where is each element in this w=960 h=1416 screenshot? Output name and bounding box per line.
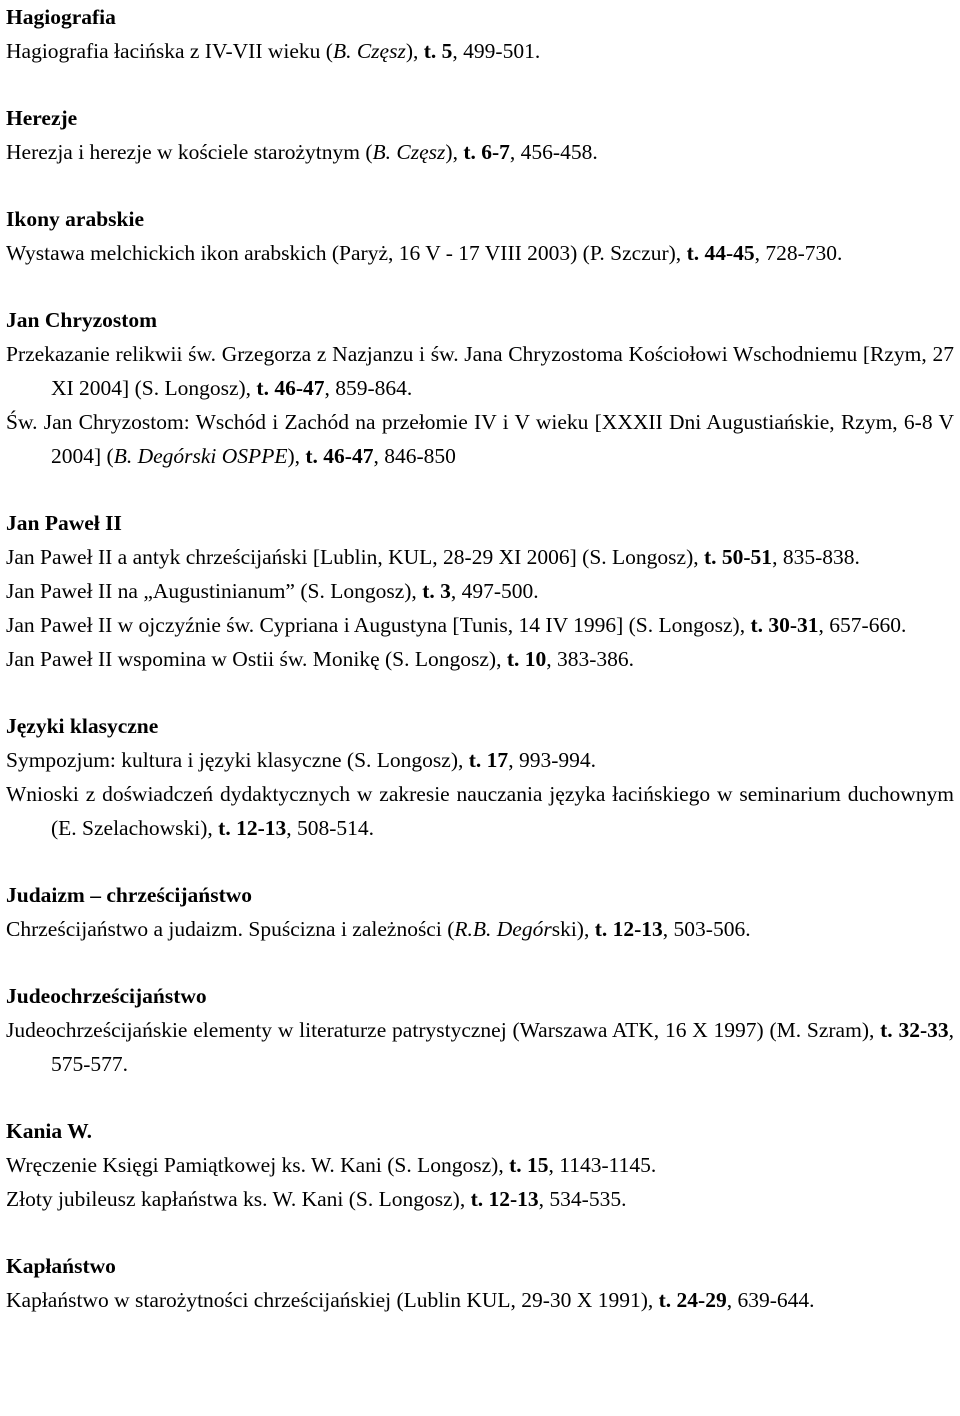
- index-entry: [6, 1148, 954, 1182]
- entry-text: , 846-850: [373, 444, 456, 468]
- index-entry: [6, 1013, 954, 1081]
- entry-text: , 499-501.: [452, 39, 541, 63]
- index-entry: [6, 34, 954, 68]
- entry-text: , 503-506.: [662, 917, 751, 941]
- volume-number: t. 32-33: [880, 1018, 949, 1042]
- section-heading: Judeochrześcijaństwo: [6, 984, 207, 1008]
- author-name: R.B. Degór: [454, 917, 552, 941]
- index-entry: [6, 337, 954, 405]
- entry-text: ski),: [551, 917, 595, 941]
- entry-text: , 497-500.: [450, 579, 539, 603]
- entry-text: Złoty jubileusz kapłaństwa ks. W. Kani (S. Longosz),: [6, 1187, 471, 1211]
- entry-text: , 1143-1145.: [548, 1153, 657, 1177]
- entry-text: , 859-864.: [324, 376, 413, 400]
- volume-number: t. 30-31: [750, 613, 819, 637]
- index-entry: [6, 642, 954, 676]
- volume-number: t. 50-51: [703, 545, 773, 569]
- index-section: [6, 709, 954, 845]
- index-entry: [6, 1283, 954, 1317]
- volume-number: t. 24-29: [658, 1288, 727, 1312]
- section-heading: Judaizm – chrześcijaństwo: [6, 883, 253, 907]
- index-section: [6, 878, 954, 946]
- index-entry: [6, 1182, 954, 1216]
- volume-number: t. 15: [509, 1153, 549, 1177]
- index-entry: [6, 777, 954, 845]
- entry-text: , 835-838.: [772, 545, 860, 569]
- entry-text: Wystawa melchickich ikon arabskich (Paryż, 16 V - 17 VIII 2003) (P. Szczur),: [6, 241, 687, 265]
- entry-text: Hagiografia łacińska z IV-VII wieku (: [6, 39, 333, 63]
- section-heading: Hagiografia: [6, 5, 116, 29]
- entry-text: Jan Paweł II w ojczyźnie św. Cypriana i Augustyna [Tunis, 14 IV 1996] (S. Longosz),: [6, 613, 751, 637]
- entry-text: Chrześcijaństwo a judaizm. Spuścizna i zależności (: [6, 917, 455, 941]
- index-section: [6, 979, 954, 1081]
- index-entry: [6, 743, 954, 777]
- entry-text: , 456-458.: [509, 140, 598, 164]
- index-entry: [6, 405, 954, 473]
- index-section: [6, 1114, 954, 1216]
- entry-text: Sympozjum: kultura i języki klasyczne (S. Longosz),: [6, 748, 469, 772]
- entry-text: , 508-514.: [286, 816, 375, 840]
- entry-text: Wnioski z doświadczeń dydaktycznych w zakresie nauczania języka łacińskiego w seminarium duchownym (E. Szelachowski),: [6, 782, 954, 840]
- section-heading: Ikony arabskie: [6, 207, 144, 231]
- index-entry: [6, 540, 954, 574]
- entry-text: , 575-577.: [51, 1018, 954, 1076]
- section-heading: Kapłaństwo: [6, 1254, 116, 1278]
- index-entry: [6, 236, 954, 270]
- entry-text: , 534-535.: [538, 1187, 627, 1211]
- volume-number: t. 10: [506, 647, 547, 671]
- entry-text: ),: [287, 444, 306, 468]
- author-name: B. Degórski OSPPE: [113, 444, 288, 468]
- entry-text: Jan Paweł II na „Augustinianum” (S. Longosz),: [6, 579, 423, 603]
- entry-text: Przekazanie relikwii św. Grzegorza z Nazjanzu i św. Jana Chryzostoma Kościołowi Wschodniemu [Rzym, 27 XI 2004] (S. Longosz),: [6, 342, 954, 400]
- index-entry: [6, 574, 954, 608]
- index-section: [6, 101, 954, 169]
- volume-number: t. 12-13: [594, 917, 663, 941]
- index-section: [6, 303, 954, 473]
- index-section: [6, 0, 954, 68]
- volume-number: t. 17: [468, 748, 509, 772]
- section-heading: Jan Chryzostom: [6, 308, 158, 332]
- entry-text: , 383-386.: [546, 647, 635, 671]
- entry-text: , 728-730.: [754, 241, 843, 265]
- volume-number: t. 46-47: [256, 376, 325, 400]
- entry-text: Herezja i herezje w kościele starożytnym (: [6, 140, 373, 164]
- section-heading: Kania W.: [6, 1119, 93, 1143]
- entry-text: Jan Paweł II a antyk chrześcijański [Lublin, KUL, 28-29 XI 2006] (S. Longosz),: [6, 545, 704, 569]
- index-section: [6, 1249, 954, 1317]
- entry-text: , 639-644.: [726, 1288, 815, 1312]
- volume-number: t. 12-13: [470, 1187, 539, 1211]
- entry-text: Wręczenie Księgi Pamiątkowej ks. W. Kani (S. Longosz),: [6, 1153, 510, 1177]
- volume-number: t. 44-45: [686, 241, 755, 265]
- section-heading: Języki klasyczne: [6, 714, 159, 738]
- entry-text: Jan Paweł II wspomina w Ostii św. Monikę (S. Longosz),: [6, 647, 507, 671]
- volume-number: t. 3: [422, 579, 451, 603]
- entry-text: , 657-660.: [818, 613, 907, 637]
- volume-number: t. 46-47: [305, 444, 374, 468]
- entry-text: ),: [405, 39, 424, 63]
- section-heading: Herezje: [6, 106, 78, 130]
- entry-text: ),: [445, 140, 464, 164]
- index-entry: [6, 608, 954, 642]
- volume-number: t. 12-13: [218, 816, 287, 840]
- index-section: [6, 506, 954, 676]
- volume-number: t. 6-7: [463, 140, 510, 164]
- index-entry: [6, 135, 954, 169]
- author-name: B. Częsz: [372, 140, 446, 164]
- entry-text: Judeochrześcijańskie elementy w literaturze patrystycznej (Warszawa ATK, 16 X 1997) (M. Szram),: [6, 1018, 881, 1042]
- index-section: [6, 202, 954, 270]
- author-name: B. Częsz: [332, 39, 406, 63]
- section-heading: Jan Paweł II: [6, 511, 122, 535]
- entry-text: Św. Jan Chryzostom: Wschód i Zachód na przełomie IV i V wieku [XXXII Dni Augustiańskie, Rzym, 6-8 V 2004] (: [6, 410, 954, 468]
- volume-number: t. 5: [423, 39, 453, 63]
- entry-text: Kapłaństwo w starożytności chrześcijańskiej (Lublin KUL, 29-30 X 1991),: [6, 1288, 659, 1312]
- index-entry: [6, 912, 954, 946]
- entry-text: , 993-994.: [508, 748, 596, 772]
